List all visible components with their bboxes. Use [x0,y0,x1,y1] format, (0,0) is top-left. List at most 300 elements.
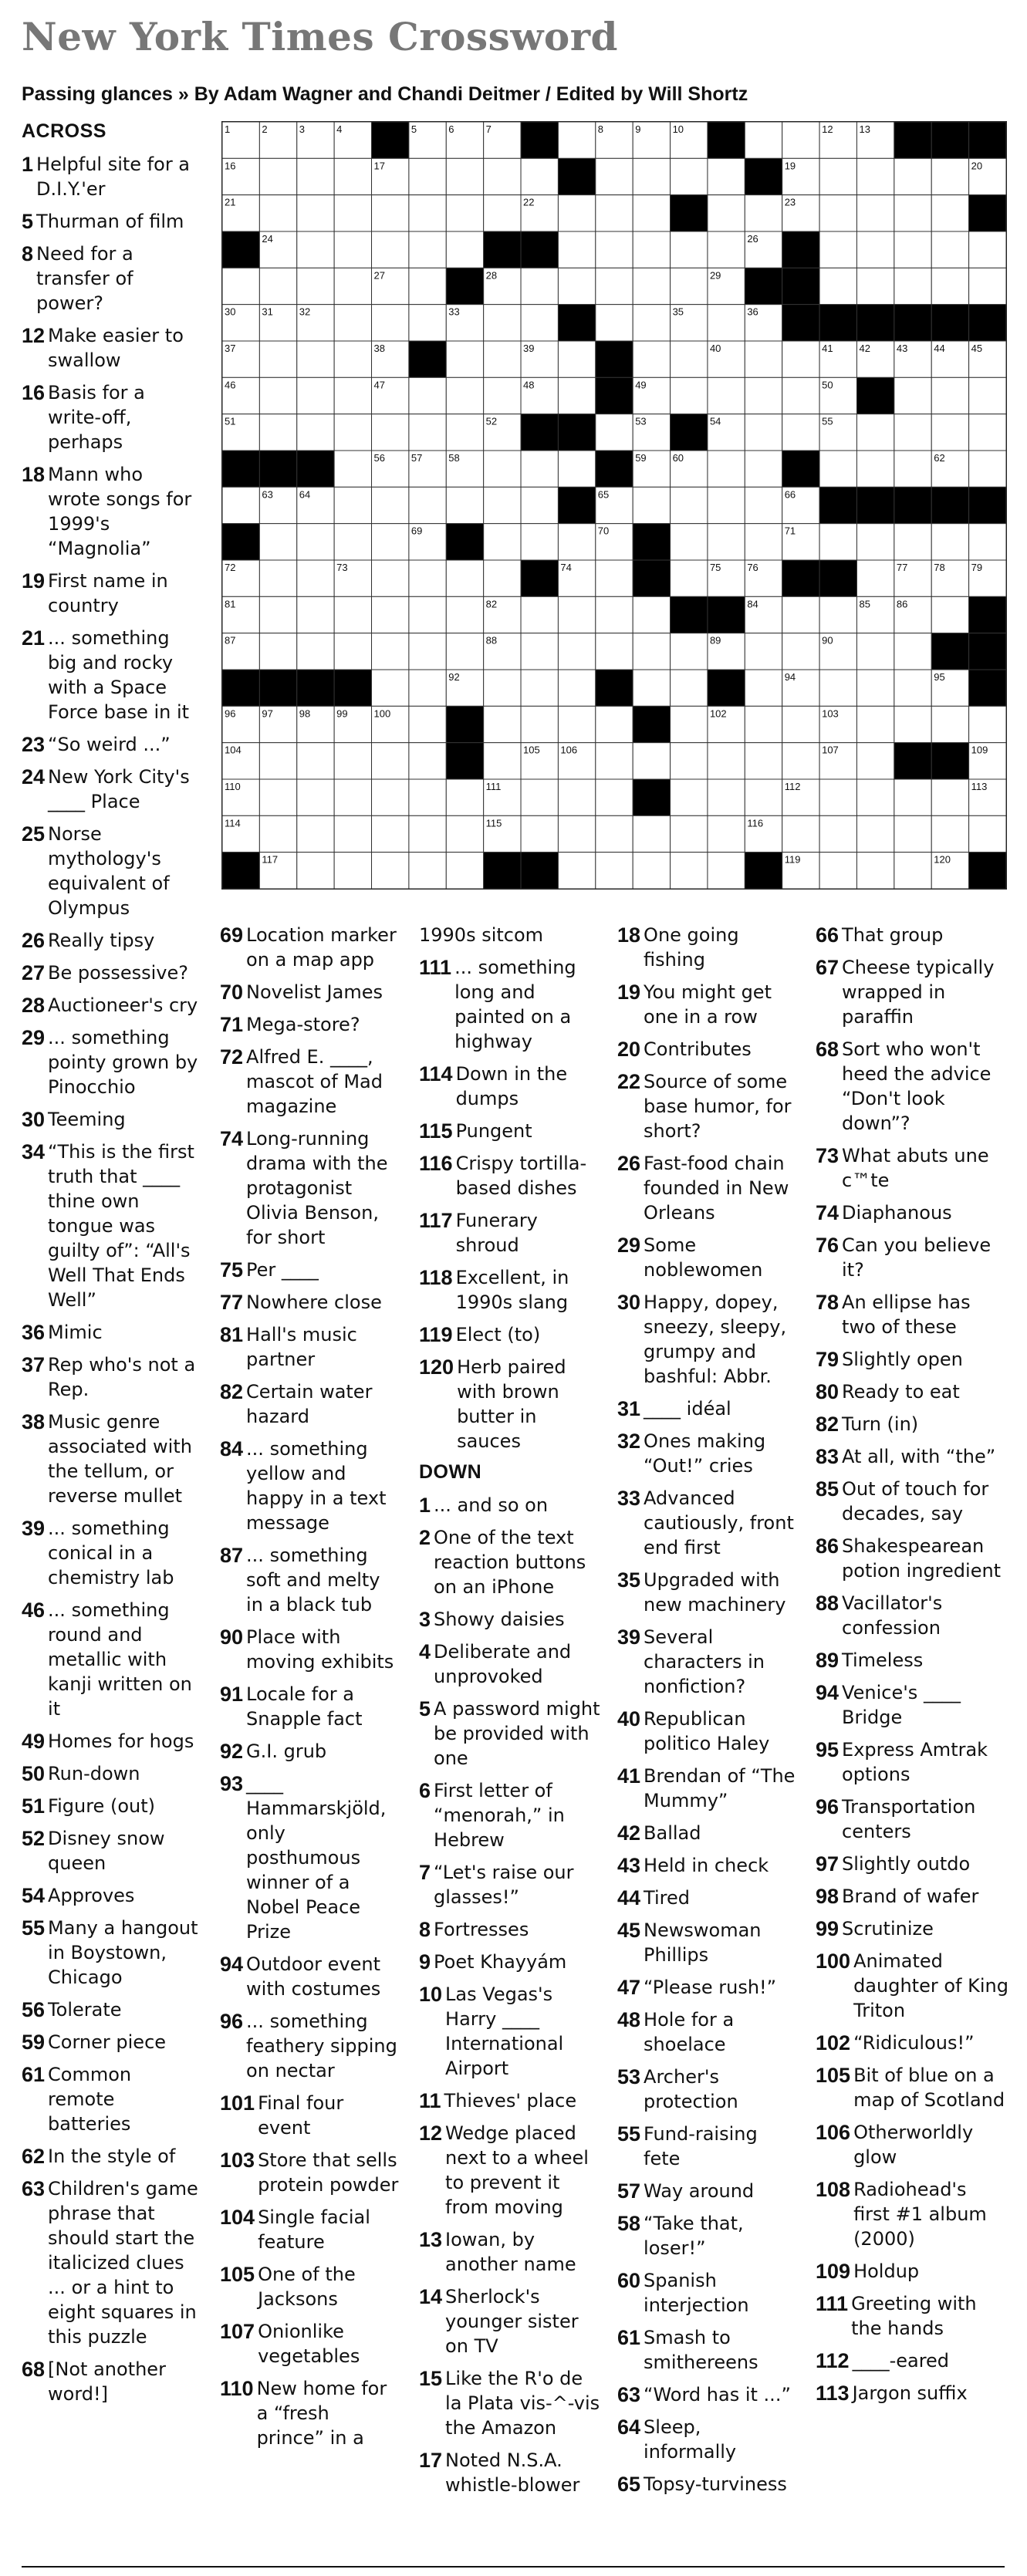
grid-cell[interactable] [409,195,446,231]
grid-cell[interactable] [856,743,894,779]
grid-cell[interactable] [558,596,595,633]
grid-cell[interactable] [372,305,409,341]
grid-cell[interactable] [671,158,708,194]
grid-cell[interactable] [521,158,558,194]
clue-item[interactable] [419,923,601,947]
grid-cell[interactable] [745,670,782,706]
grid-cell[interactable] [969,706,1006,742]
grid-cell[interactable] [334,852,371,889]
grid-cell[interactable] [297,231,334,268]
clue-item[interactable] [419,1265,601,1315]
grid-cell[interactable] [894,524,931,560]
grid-cell[interactable] [521,268,558,304]
grid-cell[interactable] [745,414,782,451]
grid-cell[interactable] [409,779,446,815]
grid-cell[interactable] [894,231,931,268]
grid-cell[interactable] [372,560,409,596]
grid-cell[interactable] [521,779,558,815]
grid-cell[interactable] [969,524,1006,560]
grid-cell[interactable] [671,231,708,268]
grid-cell[interactable] [558,268,595,304]
clue-item[interactable] [617,1151,799,1225]
grid-cell[interactable] [446,779,483,815]
clue-item[interactable] [220,2148,402,2197]
clue-item[interactable] [816,1916,1008,1941]
clue-item[interactable] [816,1347,1008,1372]
grid-cell[interactable] [259,633,296,670]
grid-cell[interactable] [409,633,446,670]
grid-cell[interactable] [969,231,1006,268]
clue-item[interactable] [419,1607,601,1632]
grid-cell[interactable] [259,815,296,852]
grid-cell[interactable] [484,305,521,341]
clue-item[interactable] [419,2227,601,2277]
grid-cell[interactable] [708,231,745,268]
grid-cell[interactable] [558,524,595,560]
grid-cell[interactable] [409,596,446,633]
grid-cell[interactable] [558,377,595,414]
clue-item[interactable] [220,980,402,1004]
clue-item[interactable] [419,1860,601,1909]
clue-item[interactable] [816,2259,1008,2284]
grid-cell[interactable] [222,487,259,523]
grid-cell[interactable] [372,670,409,706]
grid-cell[interactable] [259,596,296,633]
clue-item[interactable] [220,1543,402,1617]
clue-item[interactable] [419,2121,601,2220]
grid-cell[interactable] [782,815,819,852]
grid-cell[interactable] [259,158,296,194]
clue-item[interactable] [816,1379,1008,1404]
grid-cell[interactable] [671,670,708,706]
grid-cell[interactable] [521,633,558,670]
grid-cell[interactable] [596,596,633,633]
clue-item[interactable] [419,1151,601,1200]
clue-item[interactable] [617,1853,799,1878]
grid-cell[interactable] [446,852,483,889]
grid-cell[interactable] [409,305,446,341]
grid-cell[interactable] [671,706,708,742]
grid-cell[interactable] [819,451,856,487]
clue-item[interactable] [22,152,201,201]
grid-cell[interactable] [931,524,968,560]
grid-cell[interactable] [596,779,633,815]
grid-cell[interactable] [931,195,968,231]
clue-item[interactable] [419,1355,601,1453]
grid-cell[interactable] [931,815,968,852]
grid-cell[interactable] [671,852,708,889]
grid-cell[interactable] [856,195,894,231]
grid-cell[interactable] [894,779,931,815]
grid-cell[interactable] [856,451,894,487]
clue-item[interactable] [22,323,201,373]
clue-item[interactable] [220,1126,402,1250]
grid-cell[interactable] [334,633,371,670]
grid-cell[interactable] [558,779,595,815]
grid-cell[interactable] [558,706,595,742]
clue-item[interactable] [816,1200,1008,1225]
grid-cell[interactable] [819,596,856,633]
grid-cell[interactable] [856,779,894,815]
clue-item[interactable] [22,993,201,1018]
grid-cell[interactable] [334,596,371,633]
grid-cell[interactable] [745,743,782,779]
clue-item[interactable] [617,2472,799,2497]
grid-cell[interactable] [856,815,894,852]
clue-item[interactable] [220,2319,402,2368]
grid-cell[interactable] [708,743,745,779]
grid-cell[interactable] [633,633,670,670]
clue-item[interactable] [816,2348,1008,2373]
clue-item[interactable] [617,1821,799,1845]
clue-item[interactable] [617,923,799,972]
grid-cell[interactable] [297,560,334,596]
clue-item[interactable] [22,1729,201,1754]
grid-cell[interactable] [894,158,931,194]
grid-cell[interactable] [558,231,595,268]
grid-cell[interactable] [745,341,782,377]
grid-cell[interactable] [894,195,931,231]
grid-cell[interactable] [819,268,856,304]
grid-cell[interactable] [708,815,745,852]
grid-cell[interactable] [372,596,409,633]
grid-cell[interactable] [446,560,483,596]
grid-cell[interactable] [969,268,1006,304]
grid-cell[interactable] [745,633,782,670]
grid-cell[interactable] [297,195,334,231]
clue-item[interactable] [617,1975,799,2000]
grid-cell[interactable] [671,815,708,852]
grid-cell[interactable] [856,670,894,706]
clue-item[interactable] [617,2122,799,2171]
grid-cell[interactable] [259,524,296,560]
clue-item[interactable] [220,2091,402,2140]
clue-item[interactable] [816,1444,1008,1469]
grid-cell[interactable] [671,487,708,523]
grid-cell[interactable] [782,706,819,742]
grid-cell[interactable] [521,451,558,487]
clue-item[interactable] [22,1516,201,1590]
grid-cell[interactable] [633,670,670,706]
grid-cell[interactable] [894,815,931,852]
grid-cell[interactable] [334,268,371,304]
grid-cell[interactable] [297,779,334,815]
clue-item[interactable] [816,1233,1008,1282]
clue-item[interactable] [22,569,201,618]
grid-cell[interactable] [969,414,1006,451]
grid-cell[interactable] [334,815,371,852]
clue-item[interactable] [816,1412,1008,1437]
grid-cell[interactable] [558,122,595,158]
grid-cell[interactable] [297,158,334,194]
clue-item[interactable] [617,2268,799,2318]
grid-cell[interactable] [931,779,968,815]
grid-cell[interactable] [334,158,371,194]
grid-cell[interactable] [894,377,931,414]
grid-cell[interactable] [596,815,633,852]
grid-cell[interactable] [819,670,856,706]
grid-cell[interactable] [446,633,483,670]
clue-item[interactable] [816,1737,1008,1787]
clue-item[interactable] [617,2325,799,2375]
clue-item[interactable] [617,1886,799,1910]
grid-cell[interactable] [782,743,819,779]
grid-cell[interactable] [446,341,483,377]
grid-cell[interactable] [446,195,483,231]
clue-item[interactable] [816,2031,1008,2055]
grid-cell[interactable] [708,487,745,523]
grid-cell[interactable] [894,268,931,304]
clue-item[interactable] [22,1826,201,1875]
grid-cell[interactable] [671,268,708,304]
clue-item[interactable] [22,1352,201,1402]
grid-cell[interactable] [969,815,1006,852]
clue-item[interactable] [220,1290,402,1315]
grid-cell[interactable] [782,122,819,158]
grid-cell[interactable] [334,195,371,231]
grid-cell[interactable] [596,414,633,451]
grid-cell[interactable] [372,852,409,889]
clue-item[interactable] [22,1794,201,1818]
grid-cell[interactable] [671,341,708,377]
clue-item[interactable] [617,2179,799,2203]
clue-item[interactable] [617,1486,799,1560]
clue-item[interactable] [816,1591,1008,1640]
clue-item[interactable] [816,1290,1008,1339]
grid-cell[interactable] [596,560,633,596]
clue-item[interactable] [816,2120,1008,2169]
clue-item[interactable] [816,1143,1008,1193]
grid-cell[interactable] [409,487,446,523]
grid-cell[interactable] [521,487,558,523]
grid-cell[interactable] [708,779,745,815]
grid-cell[interactable] [708,305,745,341]
clue-item[interactable] [22,380,201,454]
grid-cell[interactable] [894,414,931,451]
grid-cell[interactable] [596,743,633,779]
clue-item[interactable] [22,1916,201,1990]
grid-cell[interactable] [446,377,483,414]
clue-item[interactable] [617,2415,799,2464]
clue-item[interactable] [617,2211,799,2260]
clue-item[interactable] [816,1477,1008,1526]
grid-cell[interactable] [409,852,446,889]
grid-cell[interactable] [596,158,633,194]
clue-item[interactable] [22,1883,201,1908]
grid-cell[interactable] [819,852,856,889]
clue-item[interactable] [419,2366,601,2440]
grid-cell[interactable] [671,377,708,414]
grid-cell[interactable] [334,341,371,377]
grid-cell[interactable] [856,158,894,194]
grid-cell[interactable] [297,852,334,889]
grid-cell[interactable] [409,377,446,414]
grid-cell[interactable] [446,596,483,633]
clue-item[interactable] [22,732,201,757]
grid-cell[interactable] [856,706,894,742]
clue-item[interactable] [419,1917,601,1942]
grid-cell[interactable] [521,815,558,852]
grid-cell[interactable] [633,487,670,523]
grid-cell[interactable] [708,524,745,560]
grid-cell[interactable] [894,706,931,742]
grid-cell[interactable] [708,377,745,414]
grid-cell[interactable] [484,195,521,231]
grid-cell[interactable] [446,231,483,268]
grid-cell[interactable] [782,633,819,670]
clue-item[interactable] [419,1062,601,1111]
grid-cell[interactable] [334,414,371,451]
grid-cell[interactable] [446,414,483,451]
clue-item[interactable] [220,1322,402,1372]
grid-cell[interactable] [409,268,446,304]
grid-cell[interactable] [596,231,633,268]
grid-cell[interactable] [819,815,856,852]
grid-cell[interactable] [856,268,894,304]
clue-item[interactable] [816,1884,1008,1909]
grid-cell[interactable] [596,633,633,670]
grid-cell[interactable] [931,377,968,414]
grid-cell[interactable] [745,195,782,231]
grid-cell[interactable] [633,852,670,889]
clue-item[interactable] [22,2176,201,2349]
grid-cell[interactable] [596,268,633,304]
clue-item[interactable] [419,2284,601,2358]
grid-cell[interactable] [558,195,595,231]
grid-cell[interactable] [708,158,745,194]
clue-item[interactable] [419,1950,601,1974]
clue-item[interactable] [419,955,601,1054]
clue-item[interactable] [419,1639,601,1689]
grid-cell[interactable] [446,158,483,194]
grid-cell[interactable] [259,560,296,596]
grid-cell[interactable] [708,852,745,889]
grid-cell[interactable] [782,414,819,451]
grid-cell[interactable] [633,195,670,231]
clue-item[interactable] [816,1037,1008,1136]
clue-item[interactable] [419,1119,601,1143]
grid-cell[interactable] [334,779,371,815]
clue-item[interactable] [220,1682,402,1731]
clue-item[interactable] [419,1525,601,1599]
grid-cell[interactable] [372,231,409,268]
grid-cell[interactable] [222,268,259,304]
clue-item[interactable] [220,2262,402,2311]
clue-item[interactable] [22,2357,201,2406]
grid-cell[interactable] [782,377,819,414]
grid-cell[interactable] [633,743,670,779]
clue-item[interactable] [22,1107,201,1132]
grid-cell[interactable] [409,815,446,852]
clue-item[interactable] [816,923,1008,947]
clue-item[interactable] [617,2382,799,2407]
grid-cell[interactable] [484,670,521,706]
clue-item[interactable] [617,1069,799,1143]
grid-cell[interactable] [334,524,371,560]
grid-cell[interactable] [297,596,334,633]
grid-cell[interactable] [782,596,819,633]
clue-item[interactable] [220,1625,402,1674]
grid-cell[interactable] [334,451,371,487]
grid-cell[interactable] [633,158,670,194]
clue-item[interactable] [22,2030,201,2054]
grid-cell[interactable] [819,524,856,560]
grid-cell[interactable] [484,451,521,487]
clue-item[interactable] [617,980,799,1029]
grid-cell[interactable] [819,779,856,815]
clue-item[interactable] [22,2144,201,2169]
clue-item[interactable] [220,1012,402,1037]
clue-item[interactable] [22,209,201,234]
clue-item[interactable] [617,1625,799,1699]
grid-cell[interactable] [484,377,521,414]
clue-item[interactable] [617,1233,799,1282]
grid-cell[interactable] [372,743,409,779]
grid-cell[interactable] [671,524,708,560]
clue-item[interactable] [220,1952,402,2001]
clue-item[interactable] [617,2007,799,2057]
grid-cell[interactable] [782,341,819,377]
clue-item[interactable] [220,1739,402,1764]
grid-cell[interactable] [558,815,595,852]
grid-cell[interactable] [259,341,296,377]
grid-cell[interactable] [558,670,595,706]
clue-item[interactable] [22,1761,201,1786]
grid-cell[interactable] [596,195,633,231]
clue-item[interactable] [22,822,201,920]
grid-cell[interactable] [856,231,894,268]
grid-cell[interactable] [484,524,521,560]
grid-cell[interactable] [633,268,670,304]
grid-cell[interactable] [745,377,782,414]
clue-item[interactable] [816,1949,1008,2023]
clue-item[interactable] [419,2088,601,2113]
grid-cell[interactable] [484,158,521,194]
clue-item[interactable] [22,626,201,724]
grid-cell[interactable] [558,341,595,377]
grid-cell[interactable] [931,706,968,742]
clue-item[interactable] [816,2063,1008,2112]
grid-cell[interactable] [671,779,708,815]
grid-cell[interactable] [671,633,708,670]
grid-cell[interactable] [446,815,483,852]
clue-item[interactable] [220,2205,402,2254]
clue-item[interactable] [220,1045,402,1119]
grid-cell[interactable] [969,377,1006,414]
grid-cell[interactable] [708,451,745,487]
clue-item[interactable] [22,961,201,985]
grid-cell[interactable] [297,524,334,560]
grid-cell[interactable] [745,451,782,487]
grid-cell[interactable] [297,414,334,451]
grid-cell[interactable] [409,158,446,194]
grid-cell[interactable] [931,596,968,633]
grid-cell[interactable] [521,305,558,341]
grid-cell[interactable] [259,377,296,414]
grid-cell[interactable] [372,487,409,523]
grid-cell[interactable] [745,487,782,523]
clue-item[interactable] [419,1208,601,1258]
grid-cell[interactable] [969,451,1006,487]
grid-cell[interactable] [745,706,782,742]
grid-cell[interactable] [558,852,595,889]
grid-cell[interactable] [259,268,296,304]
grid-cell[interactable] [894,670,931,706]
clue-item[interactable] [816,955,1008,1029]
clue-item[interactable] [617,1429,799,1478]
clue-item[interactable] [220,2376,402,2450]
grid-cell[interactable] [259,779,296,815]
